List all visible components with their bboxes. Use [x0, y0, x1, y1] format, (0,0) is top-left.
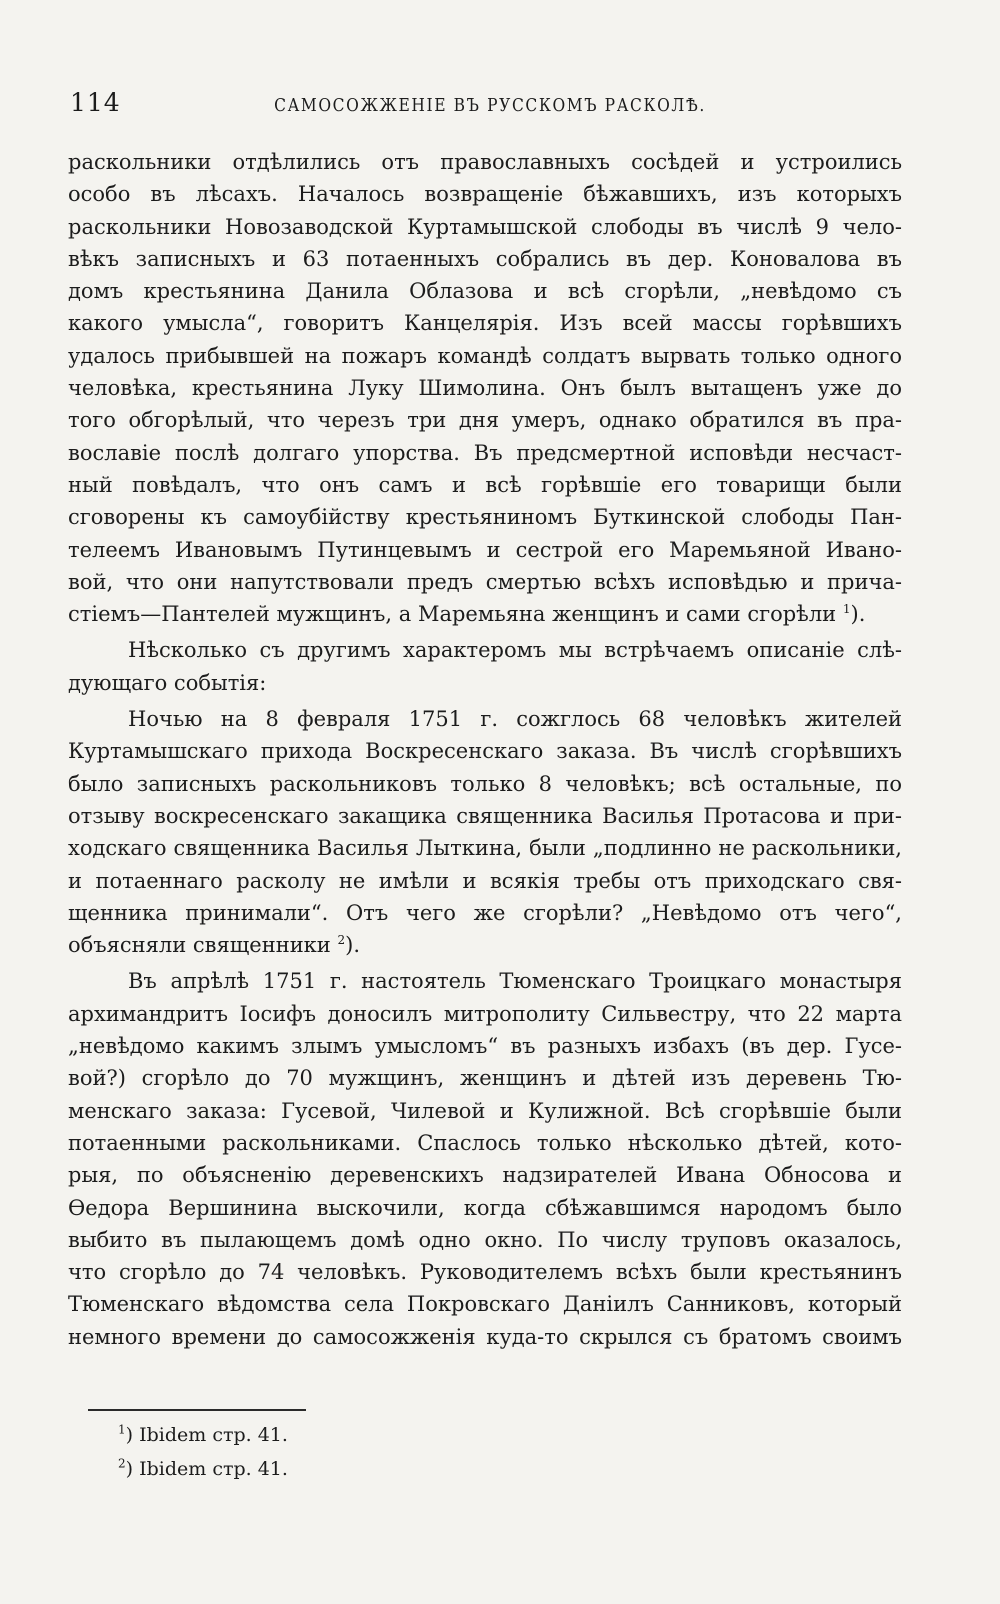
text-line: потаенными раскольниками. Спаслось только нѣсколько дѣтей, кото- — [68, 1130, 902, 1155]
text-line: рыя, по объясненію деревенскихъ надзирателей Ивана Обносова и — [68, 1163, 902, 1188]
footnote-ref: 2 — [337, 933, 346, 948]
footnote-paren: ) — [125, 1424, 134, 1446]
footnote-paren: ) — [125, 1458, 134, 1480]
body-text — [68, 146, 902, 1353]
text-line: Въ апрѣлѣ 1751 г. настоятель Тюменскаго Троицкаго монастыря — [128, 969, 902, 994]
text-line: вой, что они напутствовали предъ смертью всѣхъ исповѣдью и прича- — [68, 569, 902, 594]
footnote-text: Ibidem стр. 41. — [139, 1424, 288, 1446]
text-line: Куртамышскаго прихода Воскресенскаго заказа. Въ числѣ сгорѣвшихъ — [68, 739, 902, 764]
line-end-suffix: ). — [345, 933, 361, 958]
text-line: ный повѣдалъ, что онъ самъ и всѣ горѣвшіе его товарищи были — [68, 472, 902, 497]
text-line: Тюменскаго вѣдомства села Покровскаго Даніилъ Санниковъ, который — [68, 1292, 902, 1317]
text-line: немного времени до самосожженія куда-то скрылся съ братомъ своимъ — [68, 1324, 902, 1349]
text-line: выбито въ пылающемъ домѣ одно окно. По числу труповъ оказалось, — [68, 1227, 902, 1252]
text-line: раскольники отдѣлились отъ православныхъ сосѣдей и устроились — [68, 150, 902, 174]
text-line: было записныхъ раскольниковъ только 8 человѣкъ; всѣ остальные, по — [68, 771, 902, 796]
text-line: удалось прибывшей на пожаръ командѣ солдатъ вырвать только одного — [68, 343, 902, 368]
text-line: особо въ лѣсахъ. Началось возвращеніе бѣжавшихъ, изъ которыхъ — [68, 182, 902, 207]
text-line: и потаеннаго расколу не имѣли и всякія требы отъ приходскаго свя- — [68, 868, 902, 893]
text-line: человѣка, крестьянина Луку Шимолина. Онъ былъ вытащенъ уже до — [68, 376, 902, 401]
text-line: „невѣдомо какимъ злымъ умысломъ“ въ разныхъ избахъ (въ дер. Гусе- — [68, 1034, 902, 1059]
text-line: Нѣсколько съ другимъ характеромъ мы встрѣчаемъ описаніе слѣ- — [128, 638, 902, 663]
text-line: отзыву воскресенскаго закащика священника Василья Протасова и при- — [68, 803, 902, 828]
text-line: вой?) сгорѣло до 70 мужщинъ, женщинъ и дѣтей изъ деревень Тю- — [68, 1066, 902, 1091]
text-line: что сгорѣло до 74 человѣкъ. Руководителемъ всѣхъ были крестьянинъ — [68, 1260, 902, 1285]
footnote-divider — [88, 1409, 306, 1411]
text-line: того обгорѣлый, что черезъ три дня умеръ, однако обратился въ пра- — [68, 408, 902, 433]
text-line: вославіе послѣ долгаго упорства. Въ предсмертной исповѣди несчаст- — [68, 440, 902, 465]
text-line: телеемъ Ивановымъ Путинцевымъ и сестрой его Маремьяной Ивано- — [68, 537, 902, 562]
text-line — [68, 929, 902, 961]
text-line — [68, 598, 902, 630]
line-end-suffix: ). — [850, 602, 866, 627]
footnote-2 — [118, 1452, 288, 1486]
footnote-text: Ibidem стр. 41. — [139, 1458, 288, 1480]
text-line: менскаго заказа: Гусевой, Чилевой и Кулижной. Всѣ сгорѣвшіе были — [68, 1098, 902, 1123]
page-number: 114 — [70, 88, 121, 117]
text-line: сговорены къ самоубійству крестьяниномъ Буткинской слободы Пан- — [68, 505, 902, 530]
footnote-marker: 1 — [118, 1422, 126, 1437]
footnote-marker: 2 — [118, 1456, 126, 1471]
running-title: САМОСОЖЖЕНІЕ ВЪ РУССКОМЪ РАСКОЛѢ. — [274, 94, 706, 116]
text-line: вѣкъ записныхъ и 63 потаенныхъ собрались въ дер. Коновалова въ — [68, 246, 902, 271]
text-line: ходскаго священника Василья Лыткина, были „подлинно не раскольники, — [68, 836, 902, 861]
text-line: щенника принимали“. Отъ чего же сгорѣли? „Невѣдомо отъ чего“, — [68, 900, 902, 925]
text-line: архимандритъ Іосифъ доносилъ митрополиту Сильвестру, что 22 марта — [68, 1001, 902, 1026]
text-line-content: объясняли священники — [68, 933, 331, 958]
text-line: дующаго событія: — [68, 670, 267, 695]
text-line: Ночью на 8 февраля 1751 г. сожглось 68 человѣкъ жителей — [128, 707, 902, 732]
text-line: домъ крестьянина Данила Облазова и всѣ сгорѣли, „невѣдомо съ — [68, 279, 902, 304]
text-line: какого умысла“, говоритъ Канцелярія. Изъ всей массы горѣвшихъ — [68, 311, 902, 336]
text-line: Ѳедора Вершинина выскочили, когда сбѣжавшимся народомъ было — [68, 1195, 902, 1220]
page-header — [70, 88, 910, 122]
footnotes — [118, 1418, 288, 1486]
footnote-1 — [118, 1418, 288, 1452]
text-line-content: стіемъ—Пантелей мужщинъ, а Маремьяна женщинъ и сами сгорѣли — [68, 602, 837, 627]
footnote-ref: 1 — [842, 602, 851, 617]
text-line: раскольники Новозаводской Куртамышской слободы въ числѣ 9 чело- — [68, 214, 902, 239]
